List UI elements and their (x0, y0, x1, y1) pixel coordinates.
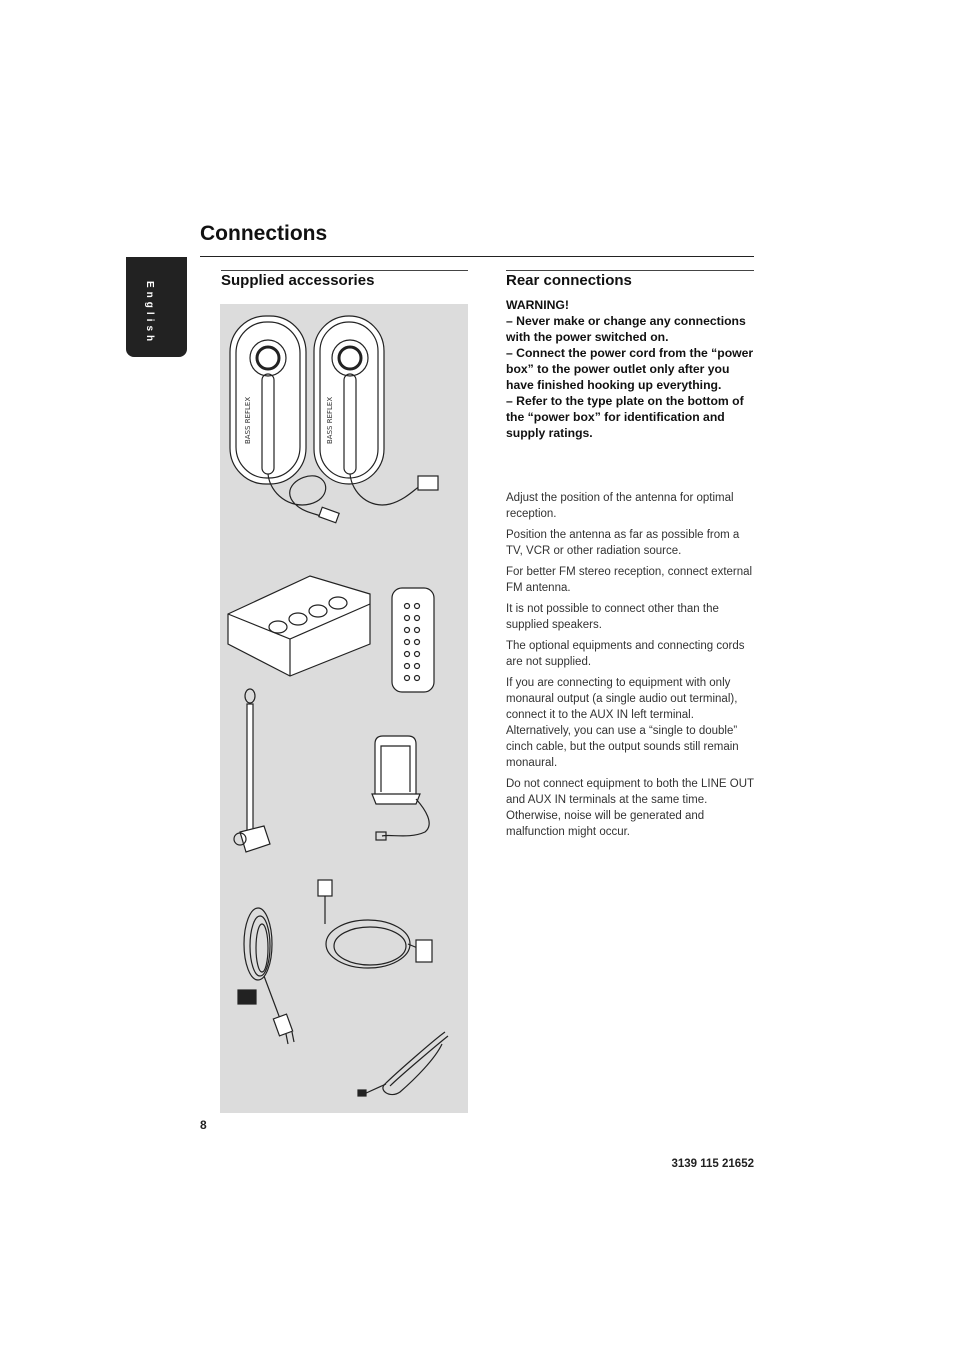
page-number: 8 (200, 1118, 207, 1132)
paragraph: Position the antenna as far as possible from a TV, VCR or other radiation source. (506, 529, 740, 557)
fm-antenna-icon (234, 689, 270, 852)
paragraph: If you are connecting to equipment with only monaural output (a single audio out terminal), connect it to the AUX IN left terminal. Alternatively, you can use a “single to double” cinch cable, but the output sounds still remain monaural. (506, 677, 739, 769)
title-divider (200, 256, 754, 257)
warning-block (506, 297, 756, 441)
power-box-icon (228, 576, 370, 676)
page-title: Connections (200, 222, 328, 245)
right-column-divider (506, 270, 754, 271)
paragraph: The optional equipments and connecting cords are not supplied. (506, 640, 745, 668)
remote-control-icon (392, 588, 434, 692)
power-cord-icon (238, 908, 294, 1044)
am-loop-antenna-icon (372, 736, 429, 840)
supplied-accessories-heading: Supplied accessories (221, 272, 375, 289)
warning-item: – Refer to the type plate on the bottom of the “power box” for identification and supply ratings. (506, 394, 744, 440)
warning-item: – Never make or change any connections with the power switched on. (506, 314, 746, 344)
accessories-illustration (220, 304, 468, 1113)
document-code: 3139 115 21652 (671, 1158, 754, 1170)
paragraph: For better FM stereo reception, connect external FM antenna. (506, 566, 753, 594)
warning-item: – Connect the power cord from the “power box” to the power outlet only after you have finished hooking up everything. (506, 346, 754, 392)
accessories-drawing (220, 304, 468, 1113)
svg-text:BASS REFLEX: BASS REFLEX (244, 396, 252, 444)
left-column-divider (221, 270, 468, 271)
paragraph: Do not connect equipment to both the LINE OUT and AUX IN terminals at the same time. Otherwise, noise will be generated and malfunction might occur. (506, 778, 754, 838)
svg-text:BASS REFLEX: BASS REFLEX (326, 396, 334, 444)
language-tab-label: English (144, 281, 155, 346)
instructions-text (506, 490, 756, 845)
paragraph: It is not possible to connect other than the supplied speakers. (506, 603, 719, 631)
speaker-right-icon (314, 316, 438, 505)
audio-cable-icon (358, 1032, 448, 1096)
paragraph: Adjust the position of the antenna for optimal reception. (506, 492, 734, 520)
language-tab (126, 257, 187, 357)
warning-title: WARNING! (506, 298, 569, 312)
speaker-cable-icon (318, 880, 432, 968)
rear-connections-heading: Rear connections (506, 272, 632, 289)
